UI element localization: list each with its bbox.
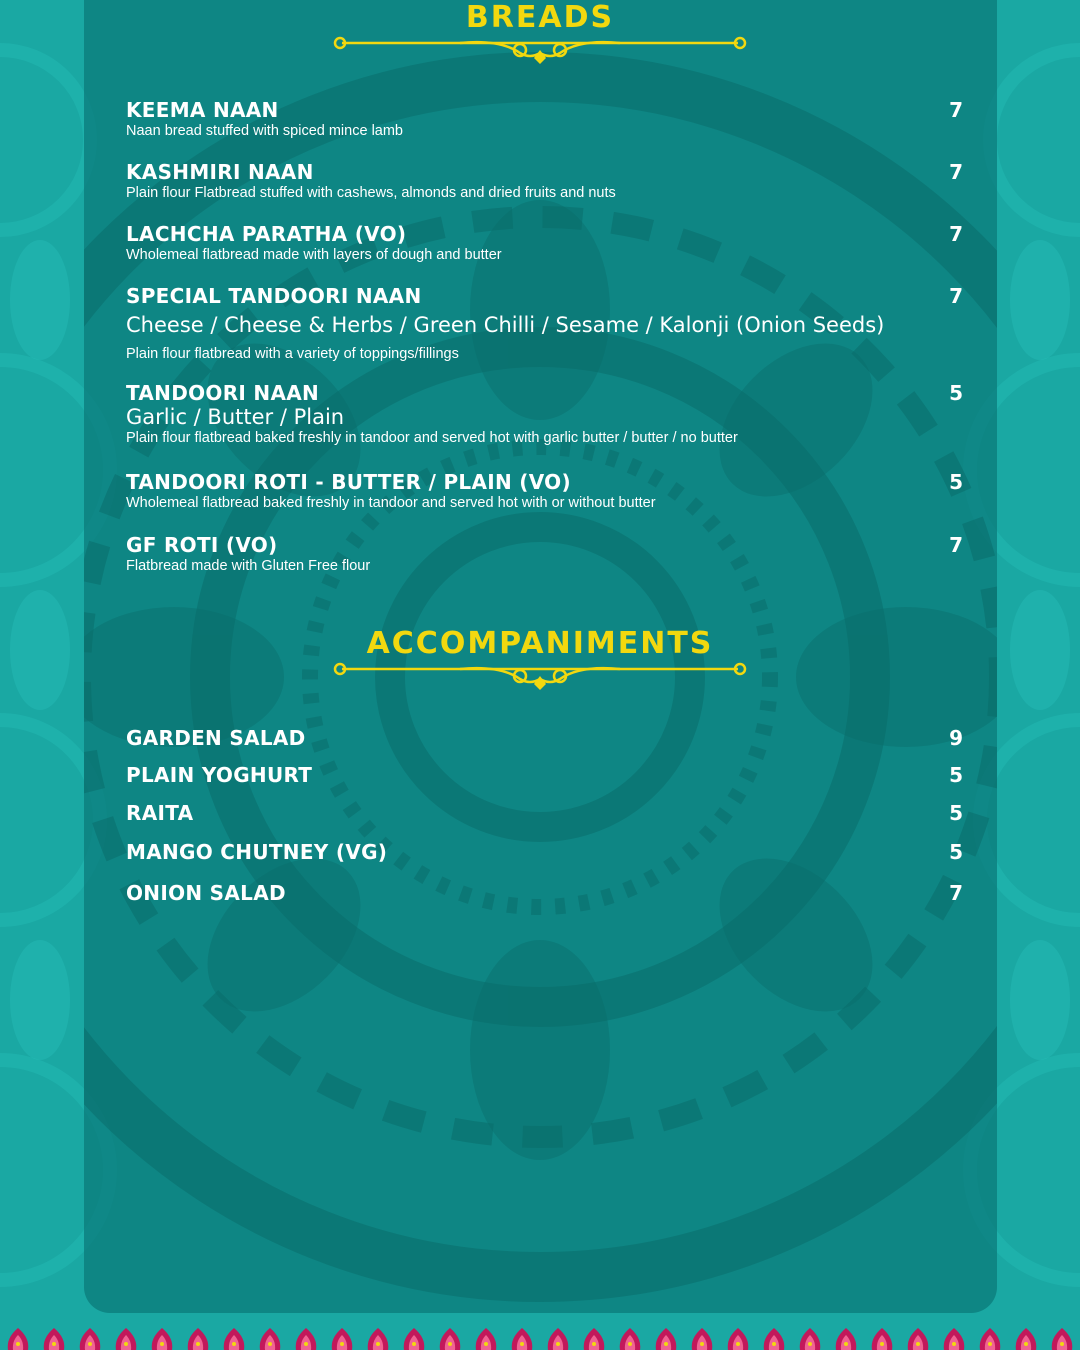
item-description: Flatbread made with Gluten Free flour [126, 558, 371, 574]
item-name: RAITA [126, 801, 194, 825]
ornamental-divider-icon [330, 654, 750, 690]
paisley-motif [476, 1328, 497, 1350]
item-description: Plain flour Flatbread stuffed with cashews, almonds and dried fruits and nuts [126, 185, 616, 201]
paisley-motif [404, 1328, 425, 1350]
item-price: 7 [949, 160, 963, 184]
paisley-motif [728, 1328, 749, 1350]
paisley-motif [440, 1328, 461, 1350]
paisley-motif [800, 1328, 821, 1350]
item-price: 7 [949, 222, 963, 246]
item-price: 5 [949, 470, 963, 494]
menu-item-tandoori-roti [126, 470, 966, 513]
item-name: SPECIAL TANDOORI NAAN [126, 284, 422, 308]
paisley-motif [512, 1328, 533, 1350]
paisley-motif [872, 1328, 893, 1350]
section-title-accompaniments: ACCOMPANIMENTS [366, 626, 714, 661]
item-name: LACHCHA PARATHA (VO) [126, 222, 407, 246]
paisley-motif [944, 1328, 965, 1350]
item-description: Naan bread stuffed with spiced mince lamb [126, 123, 403, 139]
paisley-motif [368, 1328, 389, 1350]
paisley-motif [620, 1328, 641, 1350]
item-price: 5 [949, 801, 963, 825]
item-name: MANGO CHUTNEY (VG) [126, 840, 388, 864]
item-price: 9 [949, 726, 963, 750]
item-description: Plain flour flatbread with a variety of toppings/fillings [126, 346, 459, 362]
paisley-motif [980, 1328, 1001, 1350]
menu-item-plain-yoghurt [126, 763, 966, 787]
item-name: PLAIN YOGHURT [126, 763, 313, 787]
paisley-motif [764, 1328, 785, 1350]
paisley-motif [116, 1328, 137, 1350]
menu-item-raita [126, 801, 966, 825]
paisley-border-icon [0, 1322, 1080, 1350]
menu-item-lachcha-paratha [126, 222, 966, 265]
item-name: ONION SALAD [126, 881, 286, 905]
paisley-motif [908, 1328, 929, 1350]
item-price: 7 [949, 98, 963, 122]
item-name: KEEMA NAAN [126, 98, 279, 122]
menu-item-mango-chutney [126, 840, 966, 864]
item-description: Wholemeal flatbread made with layers of dough and butter [126, 247, 502, 263]
paisley-motif [296, 1328, 317, 1350]
paisley-motif [152, 1328, 173, 1350]
item-options: Cheese / Cheese & Herbs / Green Chilli / Sesame / Kalonji (Onion Seeds) [126, 313, 885, 337]
paisley-motif [44, 1328, 65, 1350]
menu-item-special-tandoori-naan [126, 284, 966, 364]
item-name: TANDOORI ROTI - BUTTER / PLAIN (VO) [126, 470, 571, 494]
menu-item-kashmiri-naan [126, 160, 966, 203]
paisley-motif [656, 1328, 677, 1350]
item-price: 7 [949, 881, 963, 905]
item-description: Wholemeal flatbread baked freshly in tandoor and served hot with or without butter [126, 495, 656, 511]
item-price: 7 [949, 533, 963, 557]
paisley-motif [584, 1328, 605, 1350]
item-description: Plain flour flatbread baked freshly in tandoor and served hot with garlic butter / butter / no butter [126, 430, 738, 446]
paisley-motif [80, 1328, 101, 1350]
paisley-motif [8, 1328, 29, 1350]
paisley-motif [224, 1328, 245, 1350]
item-name: GARDEN SALAD [126, 726, 306, 750]
paisley-motif [548, 1328, 569, 1350]
menu-item-gf-roti [126, 533, 966, 576]
item-name: TANDOORI NAAN [126, 381, 320, 405]
menu-item-onion-salad [126, 881, 966, 905]
paisley-motif [188, 1328, 209, 1350]
item-price: 5 [949, 763, 963, 787]
section-title-breads: BREADS [465, 0, 615, 35]
item-price: 5 [949, 381, 963, 405]
item-options: Garlic / Butter / Plain [126, 405, 345, 429]
paisley-motif [692, 1328, 713, 1350]
item-name: GF ROTI (VO) [126, 533, 278, 557]
ornamental-divider-icon [330, 28, 750, 64]
paisley-motif [1052, 1328, 1073, 1350]
paisley-motif [260, 1328, 281, 1350]
menu-item-garden-salad [126, 726, 966, 750]
item-price: 5 [949, 840, 963, 864]
paisley-motif [1016, 1328, 1037, 1350]
item-price: 7 [949, 284, 963, 308]
menu-item-tandoori-naan [126, 381, 966, 448]
paisley-motif [332, 1328, 353, 1350]
paisley-motif [836, 1328, 857, 1350]
item-name: KASHMIRI NAAN [126, 160, 314, 184]
menu-item-keema-naan [126, 98, 966, 141]
